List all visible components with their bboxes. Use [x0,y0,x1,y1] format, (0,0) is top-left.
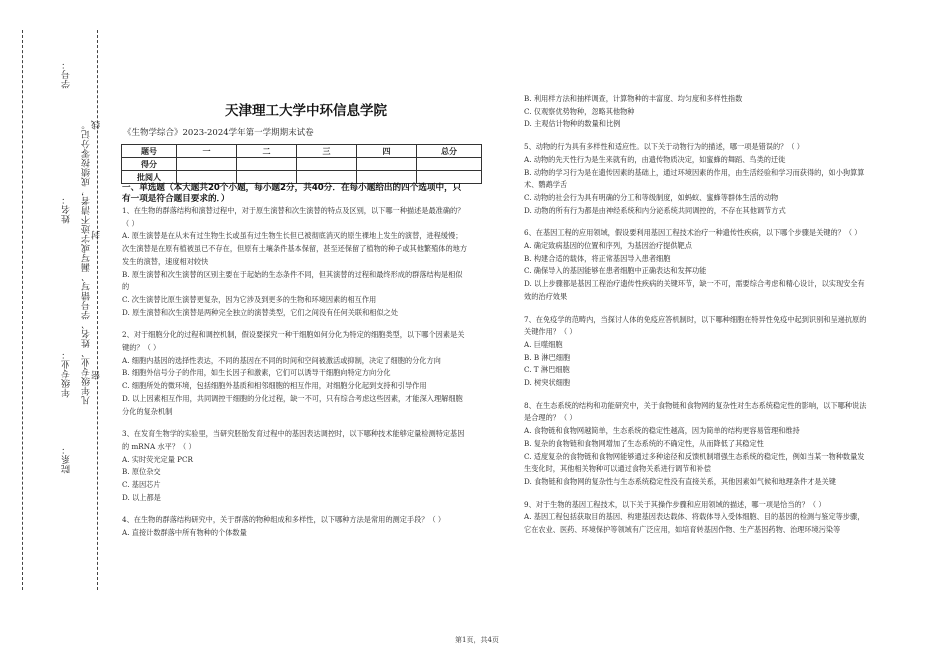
score-cell[interactable] [417,158,482,171]
question-stem: 2、对于细胞分化的过程和调控机制，假设要探究一种干细胞如何分化为特定的细胞类型，以下哪个因素是关键的？（ ） [122,330,465,353]
option: B. 细胞外信号分子的作用，如生长因子和激素，它们可以诱导干细胞向特定方向分化 [122,368,391,378]
exam-title: 《生物学综合》2023-2024学年第一学期期末试卷 [123,128,314,138]
question-9 [524,499,869,537]
question-stem: 8、在生态系统的结构和功能研究中，关于食物链和食物网的复杂性对生态系统稳定性的影响，以下哪种说法是合理的？（ ） [524,400,867,423]
option: A. 直接计数群落中所有物种的个体数量 [122,528,247,538]
major-label: 年级专业： [62,350,72,398]
option: D. 树突状细胞 [524,378,571,388]
score-row-score [122,158,482,171]
option: A. 确定致病基因的位置和序列，为基因治疗提供靶点 [524,241,692,251]
option: B. 原位杂交 [122,467,161,477]
option: B. 利用样方法和抽样调查，计算物种的丰富度、均匀度和多样性指数 [524,94,743,103]
question-stem: 1、在生物的群落结构和演替过程中，对于原生演替和次生演替的特点及区别，以下哪一种描述是最准确的？（ ） [122,206,465,228]
row-label-reviewer: 批阅人 [122,171,177,184]
option: D. 原生演替和次生演替是两种完全独立的演替类型，它们之间没有任何关联和相似之处 [122,307,399,317]
option: A. 巨噬细胞 [524,339,563,349]
question-2 [122,329,467,418]
question-stem: 4、在生物的群落结构研究中，关于群落的物种组成和多样性，以下哪种方法是常用的测定手段？（ ） [122,515,446,525]
binding-line-outer [22,30,23,590]
question-6 [524,227,869,303]
option: D. 以上都是 [122,492,161,502]
question-3 [122,428,467,504]
option: B. 构建合适的载体，将正常基因导入患者细胞 [524,253,671,263]
score-row-reviewer [122,171,482,184]
option: B. B 淋巴细胞 [524,352,571,362]
binding-line-inner [97,30,98,590]
option: B. 动物的学习行为是在遗传因素的基础上，通过环境因素的作用，由生活经验和学习而获得的，如小狗算算术、鹦鹉学舌 [524,167,865,190]
row-label-score: 得分 [122,158,177,171]
question-stem: 6、在基因工程的应用领域，假设要利用基因工程技术治疗一种遗传性疾病，以下哪个步骤是关键的？（ ） [524,228,862,238]
question-7 [524,314,869,390]
score-cell[interactable] [297,158,357,171]
option: A. 实时荧光定量 PCR [122,454,193,464]
school-label: 院系： [62,445,72,474]
score-cell[interactable] [357,158,417,171]
option: D. 食物链和食物网的复杂性与生态系统稳定性没有直接关系，其他因素如气候和地理条件才是关键 [524,476,836,486]
option: C. 动物的社会行为具有明确的分工和等级制度，如蚂蚁、蜜蜂等群体生活的动物 [524,192,779,202]
option: A. 食物链和食物网越简单，生态系统的稳定性越高，因为简单的结构更容易管理和维持 [524,426,800,436]
option: C. 确保导入的基因能够在患者细胞中正确表达和发挥功能 [524,266,707,276]
option: D. 以上因素相互作用，共同调控干细胞的分化过程，缺一不可，只有综合考虑这些因素，才能深入理解细胞分化的复杂机制 [122,393,463,416]
student-id-label: 学号： [62,60,72,89]
section-heading: 一、单选题（本大题共20个小题，每小题2分，共40分．在每小题给出的四个选项中，只有一项是符合题目要求的．） [122,183,462,204]
score-cell[interactable] [177,158,237,171]
option: D. 主观估计物种的数量和比例 [524,119,621,129]
option: C. 基因芯片 [122,480,161,490]
question-stem: 3、在发育生物学的实验里，当研究胚胎发育过程中的基因表达调控时，以下哪种技术能够定量检测特定基因的 mRNA 水平？（ ） [122,429,465,451]
binding-margin [0,0,110,672]
option: B. 原生演替和次生演替的区别主要在于起始的生态条件不同，但其演替的过程和最终形成的群落结构是相似的 [122,269,463,292]
row-label-number: 题号 [122,145,177,158]
question-5 [524,141,869,217]
col-2: 二 [237,145,297,158]
left-column [122,183,467,540]
option: A. 原生演替是在从未有过生物生长或虽有过生物生长但已被彻底消灭的原生裸地上发生的演替，进程缓慢；次生演替是在原有植被虽已不存在，但原有土壤条件基本保留，甚至还保留了植物的种子或其他繁殖体的地方发生的演替，速度相对较快 [122,231,468,266]
seal-mark-line: 线 [92,120,102,130]
col-total: 总分 [417,145,482,158]
school-name: 天津理工大学中环信息学院 [225,103,387,119]
option: B. 复杂的食物链和食物网增加了生态系统的不确定性，从而降低了其稳定性 [524,438,764,448]
option: A. 动物的先天性行为是生来就有的，由遗传物质决定，如蜜蜂的舞蹈、鸟类的迁徙 [524,154,786,164]
option: C. 次生演替比原生演替更复杂，因为它涉及到更多的生物和环境因素的相互作用 [122,294,377,304]
question-stem: 5、动物的行为具有多样性和适应性。以下关于动物行为的描述，哪一项是错误的？（ ） [524,142,804,152]
reviewer-cell[interactable] [177,171,237,184]
option: C. T 淋巴细胞 [524,365,570,375]
score-row-number [122,145,482,158]
col-1: 一 [177,145,237,158]
option: C. 细胞所处的微环境，包括细胞外基质和相邻细胞的相互作用，对细胞分化起到支持和引导作用 [122,381,427,391]
question-stem: 7、在免疫学的范畴内，当探讨人体的免疫应答机制时，以下哪种细胞在特异性免疫中起到识别和呈递抗原的关键作用？（ ） [524,314,867,337]
question-1 [122,205,467,319]
question-4 [122,514,467,539]
reviewer-cell[interactable] [357,171,417,184]
question-stem: 9、对于生物的基因工程技术，以下关于其操作步骤和应用领域的描述，哪一项是恰当的？（ ） [524,499,826,509]
question-8 [524,400,869,489]
option: A. 基因工程包括获取目的基因、构建基因表达载体、将载体导入受体细胞、目的基因的检测与鉴定等步骤，它在农业、医药、环境保护等领域有广泛应用，如培育转基因作物、生产基因药物、治理环境污染等 [524,512,865,535]
option: D. 以上步骤都是基因工程治疗遗传性疾病的关键环节，缺一不可，需要综合考虑和精心设计，以实现安全有效的治疗效果 [524,279,865,301]
page-number: 第1页，共4页 [455,636,499,644]
reviewer-cell[interactable] [297,171,357,184]
option: D. 动物的所有行为都是由神经系统和内分泌系统共同调控的，不存在其他调节方式 [524,205,786,215]
option: C. 适度复杂的食物链和食物网能够通过多种途径和反馈机制增强生态系统的稳定性，例如当某一物种数量发生变化时，其他相关物种可以通过食物关系进行调节和补偿 [524,451,865,474]
seal-mark-seal: 封 [92,230,102,240]
option: A. 细胞内基因的选择性表达，不同的基因在不同的时间和空间被激活或抑制，决定了细胞的分化方向 [122,355,441,365]
score-table [121,144,482,184]
option: C. 仅观察优势物种，忽略其他物种 [524,106,635,116]
name-label: 姓名： [62,195,72,224]
question-4-continued [524,93,869,131]
col-4: 四 [357,145,417,158]
right-column [524,93,869,537]
score-cell[interactable] [237,158,297,171]
reviewer-cell[interactable] [237,171,297,184]
notice-text: 凡年级专业、姓名、学号错写、漏写或字迹不清者，成绩按零分记。 [82,120,92,405]
reviewer-cell[interactable] [417,171,482,184]
col-3: 三 [297,145,357,158]
seal-mark-secret: 密 [92,370,102,380]
